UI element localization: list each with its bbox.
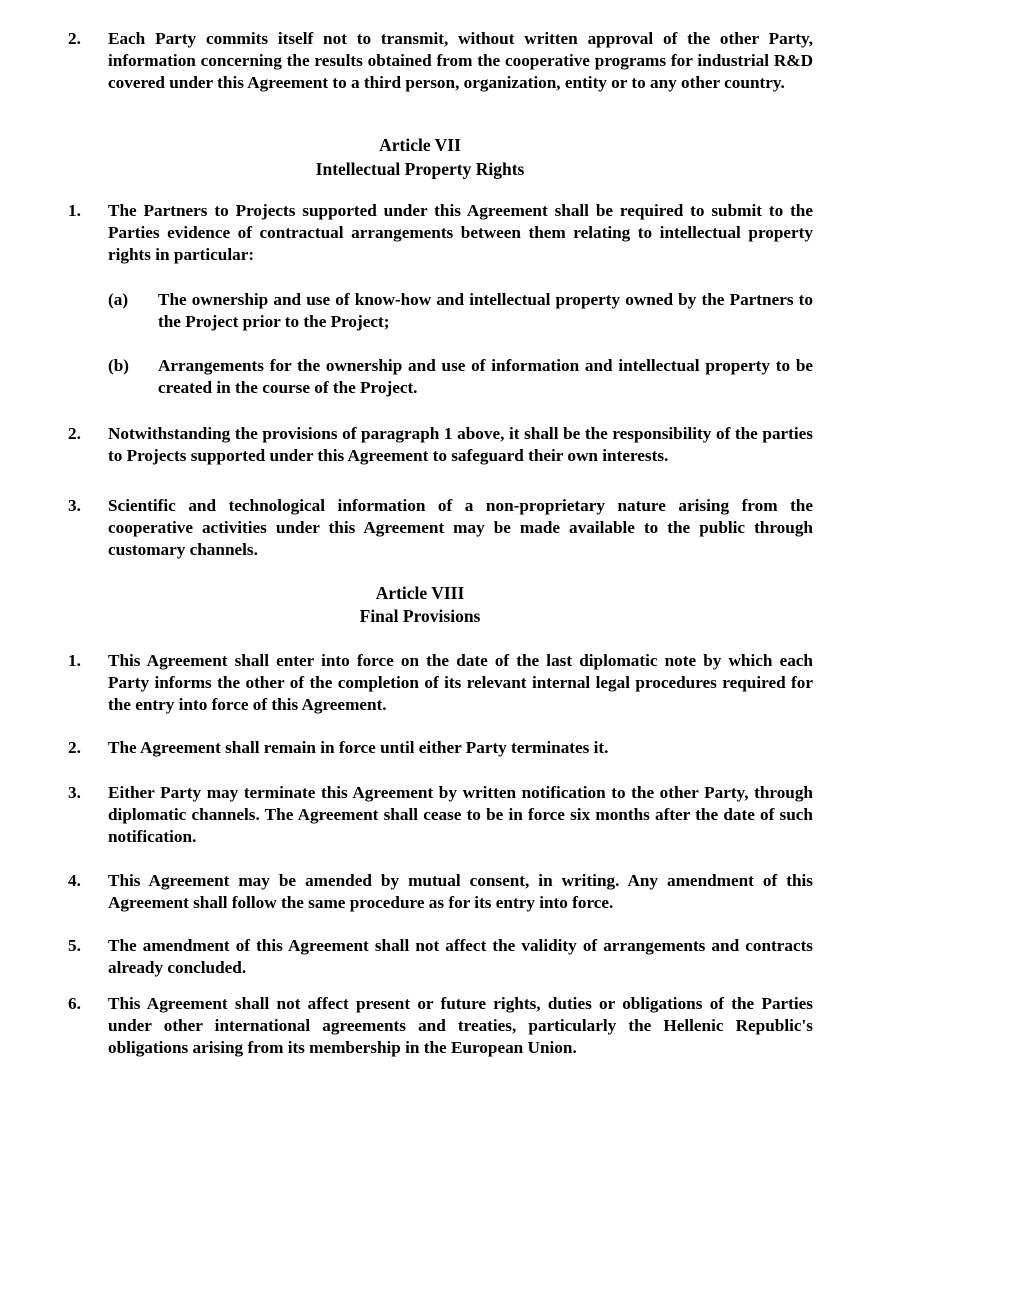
item-number: 4. [68, 871, 81, 890]
subitem-text: The ownership and use of know-how and intellectual property owned by the Partners to the Project prior to the Project; [158, 290, 813, 331]
item-number: 2. [68, 738, 81, 757]
item-number: 2. [68, 424, 81, 443]
article-7-item-2 [68, 423, 813, 467]
item-number: 6. [68, 994, 81, 1013]
item-text: Notwithstanding the provisions of paragraph 1 above, it shall be the responsibility of the parties to Projects supported under this Agreement to safeguard their own interests. [108, 424, 813, 465]
article-8-item-2 [68, 737, 813, 759]
article-8-item-3 [68, 782, 813, 848]
article-7-subitem-b [108, 355, 813, 399]
item-text: The Partners to Projects supported under this Agreement shall be required to submit to the Parties evidence of contractual arrangements between them relating to intellectual property rights in particular: [108, 201, 813, 264]
article-8-item-1 [68, 650, 813, 716]
article-7-item-1 [68, 200, 813, 266]
article-7-subtitle: Intellectual Property Rights [315, 159, 525, 179]
item-text: The amendment of this Agreement shall not affect the validity of arrangements and contracts already concluded. [108, 936, 813, 977]
top-item-2 [68, 28, 813, 94]
article-8-item-5 [68, 935, 813, 979]
item-text: Either Party may terminate this Agreement by written notification to the other Party, through diplomatic channels. The Agreement shall cease to be in force six months after the date of such notification. [108, 783, 813, 846]
article-8-subtitle: Final Provisions [359, 606, 481, 626]
article-8-title: Article VIII [375, 583, 465, 603]
item-text: Each Party commits itself not to transmit, without written approval of the other Party, information concerning the results obtained from the cooperative programs for industrial R&D covered under this Agreement to a third person, organization, entity or to any other country. [108, 29, 813, 92]
item-number: 5. [68, 936, 81, 955]
subitem-text: Arrangements for the ownership and use of information and intellectual property to be created in the course of the Project. [158, 356, 813, 397]
article-7-subitem-a [108, 289, 813, 333]
item-number: 3. [68, 783, 81, 802]
item-text: This Agreement may be amended by mutual consent, in writing. Any amendment of this Agreement shall follow the same procedure as for its entry into force. [108, 871, 813, 912]
item-text: This Agreement shall enter into force on the date of the last diplomatic note by which each Party informs the other of the completion of its relevant internal legal procedures required for the entry into force of this Agreement. [108, 651, 813, 714]
subitem-label: (a) [108, 290, 129, 309]
article-7-item-3 [68, 495, 813, 561]
item-text: This Agreement shall not affect present or future rights, duties or obligations of the Parties under other international agreements and treaties, particularly the Hellenic Republic's obligations arising from its membership in the European Union. [108, 994, 813, 1057]
subitem-label: (b) [108, 356, 130, 375]
item-text: The Agreement shall remain in force until either Party terminates it. [108, 738, 609, 757]
item-text: Scientific and technological information of a non-proprietary nature arising from the cooperative activities under this Agreement may be made available to the public through customary channels. [108, 496, 813, 559]
item-number: 1. [68, 651, 81, 670]
article-8-item-6 [68, 993, 813, 1059]
item-number: 3. [68, 496, 81, 515]
item-number: 1. [68, 201, 81, 220]
article-7-title: Article VII [379, 135, 461, 155]
item-number: 2. [68, 29, 81, 48]
article-8-item-4 [68, 870, 813, 914]
